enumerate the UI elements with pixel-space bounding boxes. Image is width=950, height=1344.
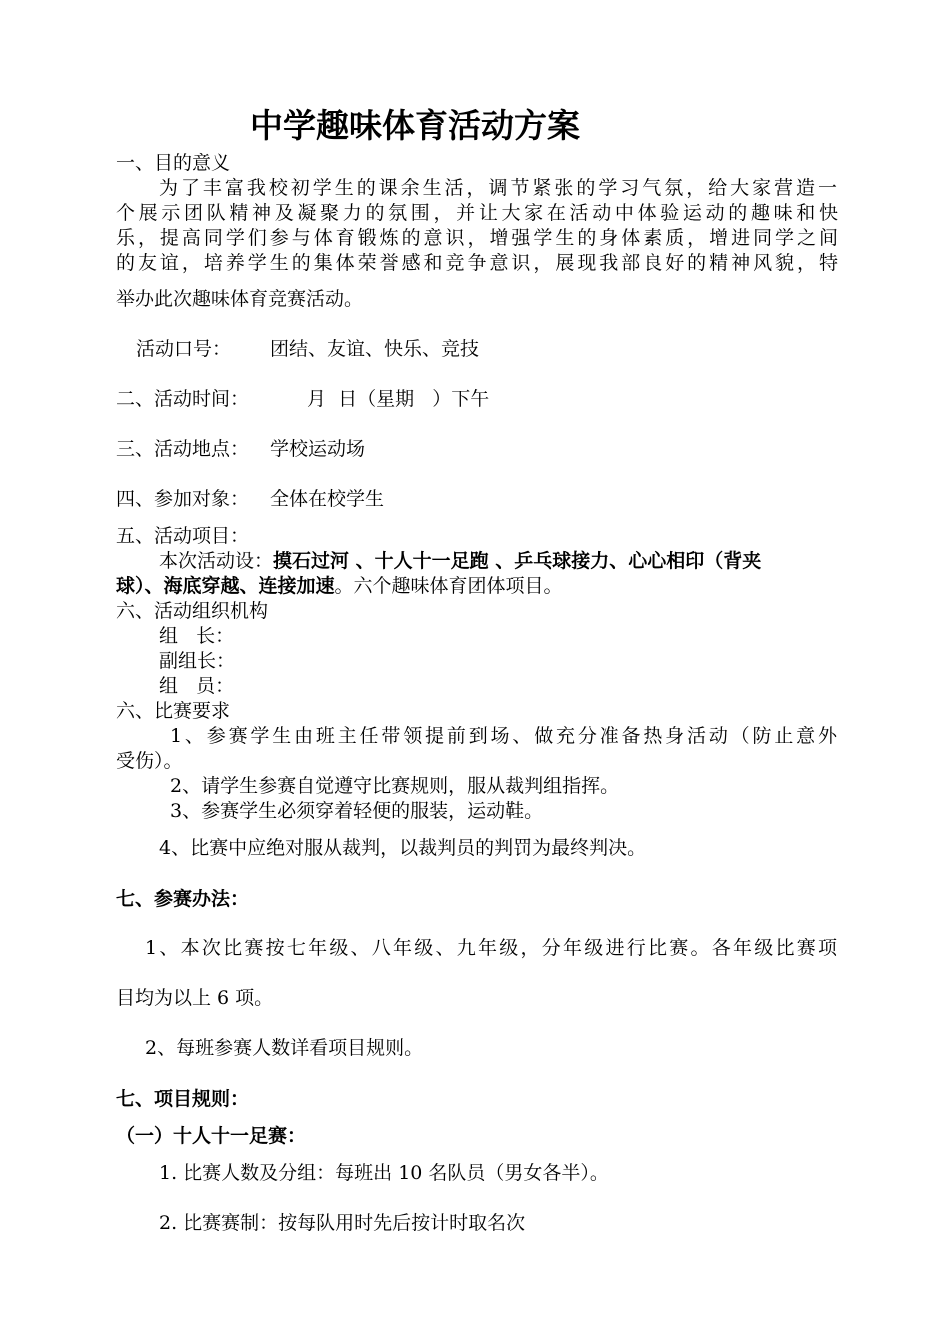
section-6b-heading: 六、比赛要求 [116, 700, 231, 722]
rule-1: 1. 比赛人数及分组：每班出 10 名队员（男女各半）。 [159, 1162, 609, 1184]
section-7-heading: 七、参赛办法： [116, 888, 250, 910]
events-line-2 [116, 574, 563, 598]
events-intro [159, 549, 761, 573]
purpose-line-4: 的友谊，培养学生的集体荣誉感和竞争意识，展现我部良好的精神风貌，特 [116, 252, 838, 274]
participants-value: 全体在校学生 [270, 488, 385, 510]
method-2: 2、每班参赛人数详看项目规则。 [145, 1037, 424, 1059]
activity-time-value: 月 日（星期 ）下午 [307, 388, 490, 410]
requirement-1-line-1: 1、参赛学生由班主任带领提前到场、做充分准备热身活动（防止意外 [170, 725, 837, 747]
method-1-line-2: 目均为以上 6 项。 [116, 987, 274, 1009]
section-6-heading: 六、活动组织机构 [116, 600, 269, 622]
method-1-line-1: 1、本次比赛按七年级、八年级、九年级，分年级进行比赛。各年级比赛项 [145, 937, 837, 959]
rule-2: 2. 比赛赛制：按每队用时先后按计时取名次 [159, 1212, 526, 1234]
org-vice-leader: 副组长： [159, 650, 236, 672]
purpose-line-2: 个展示团队精神及凝聚力的氛围，并让大家在活动中体验运动的趣味和快 [116, 202, 838, 224]
org-member: 组 员： [159, 675, 235, 697]
page-title: 中学趣味体育活动方案 [250, 106, 580, 145]
rules-subsection-1: （一）十人十一足赛： [116, 1125, 307, 1147]
section-1-heading: 一、目的意义 [116, 152, 231, 174]
requirement-4: 4、比赛中应绝对服从裁判，以裁判员的判罚为最终判决。 [159, 837, 647, 859]
section-5-heading: 五、活动项目： [116, 525, 250, 547]
purpose-line-3: 乐，提高同学们参与体育锻炼的意识，增强学生的身体素质，增进同学之间 [116, 227, 838, 249]
requirement-2: 2、请学生参赛自觉遵守比赛规则，服从裁判组指挥。 [170, 775, 620, 797]
section-3-heading: 三、活动地点： [116, 438, 250, 460]
events-list-line-1: 摸石过河 、十人十一足跑 、乒乓球接力、心心相印（背夹 [273, 550, 762, 572]
purpose-line-5: 举办此次趣味体育竞赛活动。 [116, 288, 364, 310]
events-list-line-2: 球）、海底穿越、连接加速 [116, 575, 335, 597]
slogan-label: 活动口号： [136, 338, 232, 360]
requirement-3: 3、参赛学生必须穿着轻便的服装，运动鞋。 [170, 800, 544, 822]
section-2-heading: 二、活动时间： [116, 388, 250, 410]
activity-venue-value: 学校运动场 [270, 438, 366, 460]
org-leader: 组 长： [159, 625, 235, 647]
events-intro-text: 本次活动设： [159, 550, 274, 572]
slogan-value: 团结、友谊、快乐、竞技 [270, 338, 480, 360]
requirement-1-line-2: 受伤）。 [116, 750, 183, 772]
events-tail: 。六个趣味体育团体项目。 [334, 575, 563, 597]
section-4-heading: 四、参加对象： [116, 488, 250, 510]
purpose-line-1: 为了丰富我校初学生的课余生活，调节紧张的学习气氛，给大家营造一 [159, 177, 837, 199]
section-8-heading: 七、项目规则： [116, 1088, 250, 1110]
